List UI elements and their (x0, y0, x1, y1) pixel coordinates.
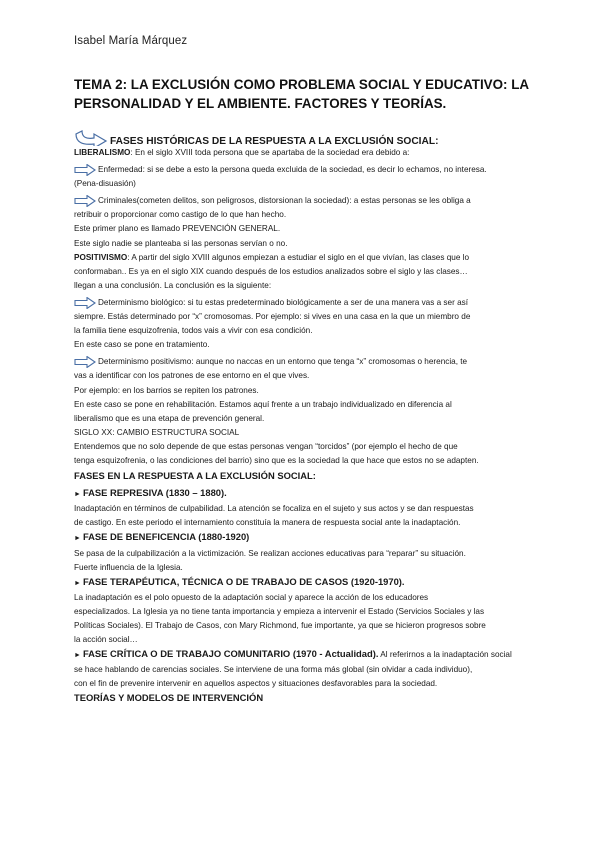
paragraph-positivismo: POSITIVISMO: A partir del siglo XVIII algunos empiezan a estudiar el siglo en el que vivían, las clases que lo (74, 252, 470, 262)
paragraph-line: Se pasa de la culpabilización a la victimización. Se realizan acciones educativas para “reparar” su situación. (74, 548, 466, 558)
bullet-icon: ► (74, 535, 81, 543)
paragraph-line: liberalismo que es una etapa de prevención general. (74, 413, 265, 423)
paragraph-line: la familia tiene esquizofrenia, todos vais a vivir con esa condición. (74, 326, 313, 336)
phase-heading-represiva: ► FASE REPRESIVA (1830 – 1880). (74, 487, 227, 499)
document-body (74, 128, 544, 706)
list-item-determinismo-biologico: Determinismo biológico: si tu estas predeterminado biológicamente a ser de una manera vas a ser así (74, 296, 544, 310)
bullet-icon: ► (74, 579, 81, 587)
list-item-criminales: Criminales(cometen delitos, son peligrosos, distorsionan la sociedad): a estas personas se les obliga a (74, 194, 544, 208)
paragraph-line: tenga esquizofrenia, o las condiciones del barrio) sino que es la sociedad la que hace que estos no se adapten. (74, 455, 479, 465)
paragraph-line: vas a identificar con los patrones de ese entorno en el que vives. (74, 371, 310, 381)
paragraph-line: Fuerte influencia de la Iglesia. (74, 562, 183, 572)
paragraph-line: llegan a una conclusión. La conclusión es la siguiente: (74, 280, 272, 290)
section-heading-fases: FASES EN LA RESPUESTA A LA EXCLUSIÓN SOCIAL: (74, 470, 316, 482)
paragraph-line: (Pena-disuasión) (74, 179, 136, 189)
paragraph-line: conformaban.. Es ya en el siglo XIX cuando después de los estudios analizados sobre el siglo y las clases… (74, 266, 468, 276)
paragraph-line: Este primer plano es llamado PREVENCIÓN GENERAL. (74, 224, 281, 234)
paragraph-line: SIGLO XX: CAMBIO ESTRUCTURA SOCIAL (74, 427, 240, 437)
document-title: TEMA 2: LA EXCLUSIÓN COMO PROBLEMA SOCIAL Y EDUCATIVO: LA PERSONALIDAD Y EL AMBIENTE. FACTORES Y TEORÍAS. (74, 77, 529, 111)
phase-heading-terapeutica: ► FASE TERAPÉUTICA, TÉCNICA O DE TRABAJO DE CASOS (1920-1970). (74, 575, 405, 587)
curved-arrow-icon (74, 128, 108, 146)
paragraph-line: Inadaptación en términos de culpabilidad. La atención se focaliza en el sujeto y sus actos y se dan respuestas (74, 504, 474, 514)
bullet-icon: ► (74, 652, 81, 660)
paragraph-line: Este siglo nadie se planteaba si las personas servían o no. (74, 238, 288, 248)
author-name: Isabel María Márquez (74, 35, 188, 47)
right-arrow-icon (74, 164, 96, 176)
section-heading-teorias: TEORÍAS Y MODELOS DE INTERVENCIÓN (74, 692, 264, 704)
paragraph-line: de castigo. En este periodo el internamiento constituía la manera de respuesta social ante la inadaptación. (74, 518, 461, 528)
phase-heading-beneficencia: ► FASE DE BENEFICENCIA (1880-1920) (74, 531, 250, 543)
list-item-determinismo-positivismo: Determinismo positivismo: aunque no naccas en un entorno que tenga “x” cromosomas o herencia, te (74, 355, 544, 369)
paragraph-line: la acción social… (74, 635, 138, 645)
paragraph-line: retribuir o proporcionar como castigo de lo que han hecho. (74, 210, 287, 220)
paragraph-line: siempre. Estás determinado por “x” cromosomas. Por ejemplo: si vives en una casa en la que un miembro de (74, 312, 471, 322)
paragraph-line: En este caso se pone en rehabilitación. Estamos aquí frente a un trabajo individualizado en diferencia al (74, 399, 452, 409)
paragraph-line: En este caso se pone en tratamiento. (74, 340, 210, 350)
section-heading-fases-historicas: FASES HISTÓRICAS DE LA RESPUESTA A LA EXCLUSIÓN SOCIAL: (74, 128, 544, 146)
paragraph-line: con el fin de prevenire intervenir en aquellos aspectos y situaciones desfavorables para la sociedad. (74, 679, 438, 689)
list-item-enfermedad: Enfermedad: si se debe a esto la persona queda excluida de la sociedad, es decir lo echamos, no interesa. (74, 163, 544, 177)
right-arrow-icon (74, 195, 96, 207)
right-arrow-icon (74, 356, 96, 368)
paragraph-liberalismo: LIBERALISMO: En el siglo XVIII toda persona que se apartaba de la sociedad era debido a: (74, 148, 410, 157)
paragraph-line: La inadaptación es el polo opuesto de la adaptación social y aparece la acción de los educadores (74, 592, 429, 602)
right-arrow-icon (74, 297, 96, 309)
paragraph-line: se hace hablando de carencias sociales. Se interviene de una forma más global (sin olvidar a cada individuo), (74, 665, 473, 675)
bullet-icon: ► (74, 491, 81, 499)
paragraph-line: especializados. La Iglesia ya no tiene tanta importancia y empieza a intervenir el Estado (Servicios Sociales y las (74, 606, 485, 616)
paragraph-line: Políticas Sociales). El Trabajo de Casos, con Mary Richmond, fue importante, ya que se hicieron progresos sobre (74, 621, 486, 630)
paragraph-line: Entendemos que no solo depende de que estas personas vengan “torcidos” (por ejemplo el hecho de que (74, 441, 458, 451)
phase-heading-critica: ► FASE CRÍTICA O DE TRABAJO COMUNITARIO (1970 - Actualidad). Al referirnos a la inadaptación social (74, 648, 512, 660)
paragraph-line: Por ejemplo: en los barrios se repiten los patrones. (74, 385, 259, 395)
